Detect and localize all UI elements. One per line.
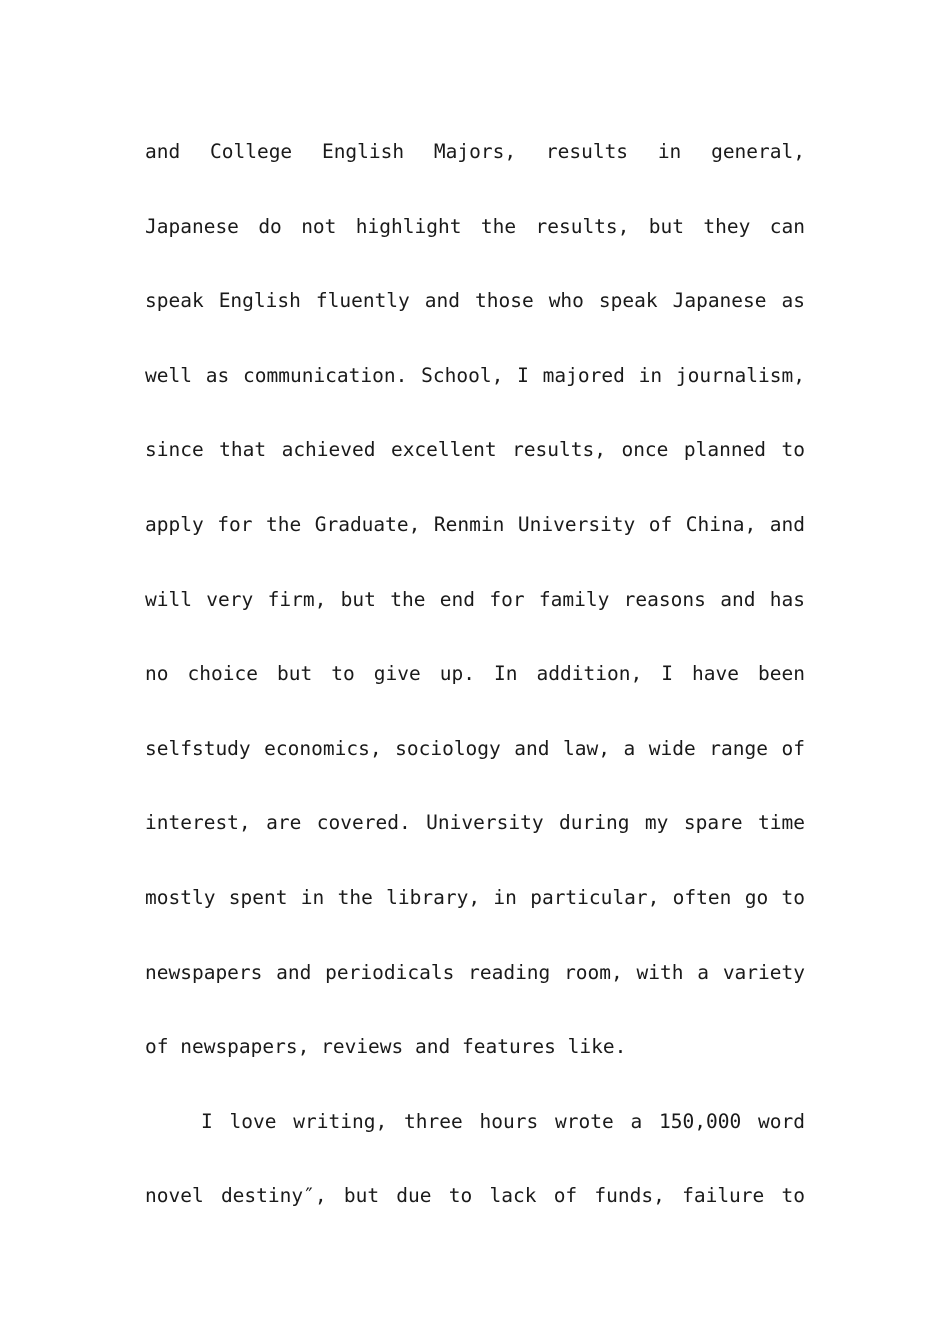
text-line: novel destiny″, but due to lack of funds, failure to (145, 1184, 805, 1208)
document-body-text (145, 122, 805, 1241)
paragraph-last-line: of newspapers, reviews and features like. (145, 1035, 627, 1059)
text-line: and College English Majors, results in general, (145, 140, 805, 163)
text-line: no choice but to give up. In addition, I have been (145, 662, 805, 686)
text-line: speak English fluently and those who speak Japanese as (145, 289, 805, 313)
text-line: will very firm, but the end for family reasons and has (145, 587, 805, 611)
text-line: since that achieved excellent results, once planned to (145, 438, 805, 462)
text-line: mostly spent in the library, in particular, often go to (145, 885, 805, 909)
text-line: interest, are covered. University during my spare time (145, 811, 805, 835)
text-line: well as communication. School, I majored in journalism, (145, 363, 805, 387)
text-line: newspapers and periodicals reading room, with a variety (145, 960, 805, 984)
text-line: selfstudy economics, sociology and law, a wide range of (145, 736, 805, 760)
text-line: Japanese do not highlight the results, but they can (145, 214, 805, 238)
paragraph-first-line: I love writing, three hours wrote a 150,000 word (201, 1109, 805, 1133)
text-line: apply for the Graduate, Renmin University of China, and (145, 512, 805, 536)
